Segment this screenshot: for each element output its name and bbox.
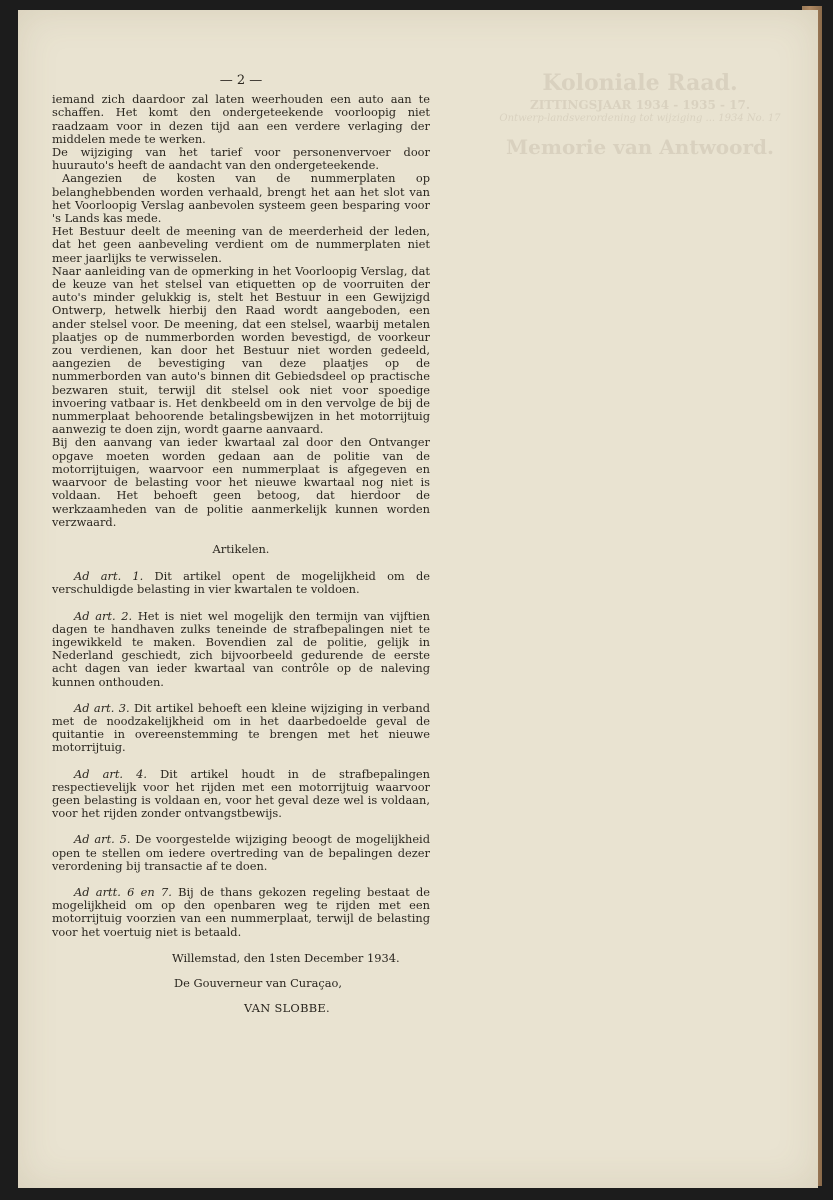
article-ref: Ad art. 2. <box>74 608 133 623</box>
article-2 <box>52 610 430 689</box>
paragraph-4: Het Bestuur deelt de meening van de meerderheid der leden, dat het geen aanbeveling verdient om de nummerplaten niet meer jaarlijks te verwisselen. <box>52 224 430 265</box>
page-number: — 2 — <box>219 73 263 88</box>
article-4 <box>52 768 430 821</box>
place-date: Willemstad, den 1sten December 1934. <box>172 950 400 965</box>
article-text: Het is niet wel mogelijk den termijn van vijftien dagen te handhaven zulks teneinde de strafbepalingen niet te ingewikkeld te maken. Bovendien zal de politie, gelijk in Nederland geschiedt, zich bijvoorbeeld gedurende de eerste acht dagen van ieder kwartaal van contrôle op de naleving kunnen onthouden. <box>52 608 430 689</box>
signatory-title: De Gouverneur van Curaçao, <box>174 975 343 990</box>
paragraph-2: De wijziging van het tarief voor personenvervoer door huurauto's heeft de aandacht van den ondergeteekende. <box>52 145 430 173</box>
article-text: Dit artikel behoeft een kleine wijziging in verband met de noodzakelijkheid om in het daarbedoelde geval de quitantie in overeenstemming te brengen met het nieuwe motorrijtuig. <box>52 700 431 755</box>
article-1 <box>52 570 430 596</box>
article-text: Dit artikel houdt in de strafbepalingen respectievelijk voor het rijden met een motorrijtuig waarvoor geen belasting is voldaan en, voor het geval deze wel is voldaan, voor het rijden zonder ontvangstbewijs. <box>52 766 430 821</box>
article-ref: Ad art. 4. <box>74 766 147 781</box>
article-ref: Ad art. 3. <box>74 700 130 715</box>
article-ref: Ad art. 1. <box>74 569 144 584</box>
paragraph-5: Naar aanleiding van de opmerking in het Voorloopig Verslag, dat de keuze van het stelsel van etiquetten op de voorruiten der auto's minder gelukkig is, stelt het Bestuur in een Gewijzigd Ontwerp, hetwelk hierbij den Raad wordt aangeboden, een ander stelsel voor. De meening, dat een stelsel, waarbij metalen plaatjes op de nummerborden worden bevestigd, de voorkeur zou verdienen, kan door het Bestuur niet worden gedeeld, aangezien de bevestiging van deze plaatjes op de nummerborden van auto's binnen dit Gebiedsdeel op practische bezwaren stuit, terwijl dit stelsel ook niet voor spoedige invoering vatbaar is. Het denkbeeld om in den vervolge de bij de nummerplaat behoorende betalingsbewijzen in het motorrijtuig aanwezig te doen zijn, wordt gaarne aanvaard. <box>52 263 430 437</box>
paragraph-3: Aangezien de kosten van de nummerplaten op belanghebbenden worden verhaald, brengt het aan het slot van het Voorloopig Verslag aanbevolen systeem geen besparing voor 's Lands kas mede. <box>52 171 430 226</box>
article-6-7 <box>52 886 430 939</box>
paragraph-1: iemand zich daardoor zal laten weerhouden een auto aan te schaffen. Het komt den ondergeteekende voorloopig niet raadzaam voor in dezen tijd aan een verdere verlaging der middelen mede te werken. <box>52 92 430 146</box>
bleed-line-2: ZITTINGSJAAR 1934 - 1935 - 17. <box>529 97 751 112</box>
paragraph-6: Bij den aanvang van ieder kwartaal zal door den Ontvanger opgave moeten worden gedaan aan de politie van de motorrijtuigen, waarvoor een nummerplaat is afgegeven en waarvoor de belasting voor het nieuwe kwartaal nog niet is voldaan. Het behoeft geen betoog, dat hierdoor de werkzaamheden van de politie aanmerkelijk kunnen worden verzwaard. <box>52 435 430 529</box>
bleed-line-1: Koloniale Raad. <box>542 70 738 96</box>
bleed-line-4: Memorie van Antwoord. <box>506 135 774 159</box>
article-text: De voorgestelde wijziging beoogt de mogelijkheid open te stellen om iedere overtreding van de bepalingen dezer verordening bij transactie af te doen. <box>52 832 430 873</box>
article-ref: Ad artt. 6 en 7. <box>74 884 172 899</box>
article-5 <box>52 833 430 873</box>
article-ref: Ad art. 5. <box>74 832 131 847</box>
article-text: Bij de thans gekozen regeling bestaat de mogelijkheid om op den openbaren weg te rijden met een motorrijtuig voorzien van een nummerplaat, terwijl de belasting voor het voertuig niet is betaald. <box>52 884 430 939</box>
bleed-line-3: Ontwerp-landsverordening tot wijziging ... 1934 No. 17 <box>499 112 781 124</box>
body-text <box>52 74 430 1027</box>
article-3 <box>52 702 430 755</box>
section-title: Artikelen. <box>212 541 270 556</box>
article-text: Dit artikel opent de mogelijkheid om de verschuldigde belasting in vier kwartalen te voldoen. <box>52 569 430 597</box>
bleed-through-text <box>490 70 790 160</box>
signature-name: VAN SLOBBE. <box>244 1001 330 1016</box>
